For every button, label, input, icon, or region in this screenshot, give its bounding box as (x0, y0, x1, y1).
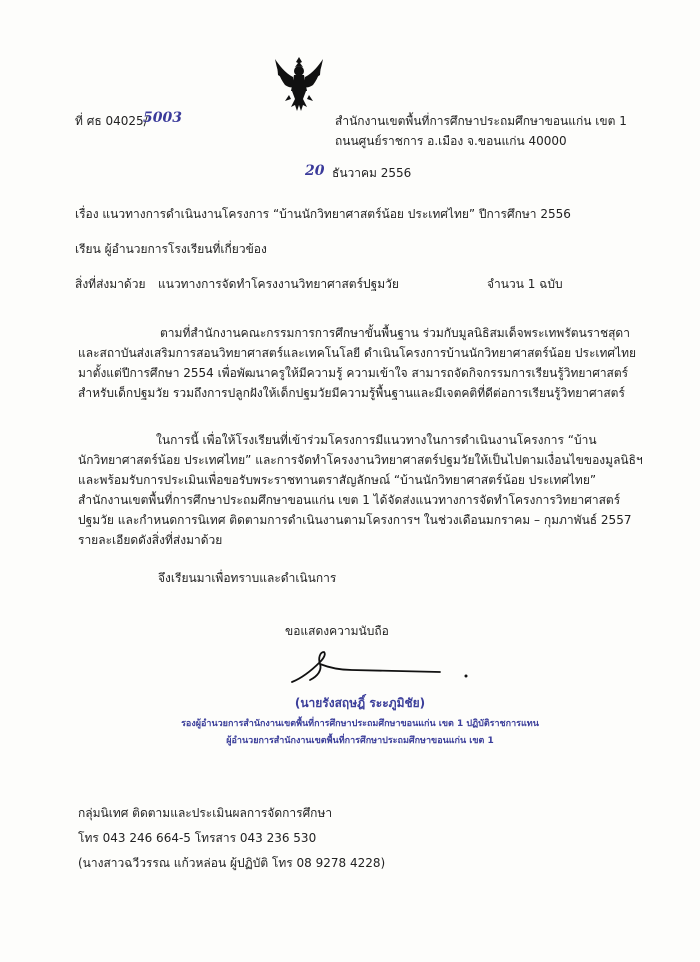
paragraph-line: ตามที่สำนักงานคณะกรรมการการศึกษาขั้นพื้นฐาน ร่วมกับมูลนิธิสมเด็จพระเทพรัตนราชสุดา (160, 326, 630, 340)
date-day-handwritten: 20 (305, 163, 325, 179)
garuda-emblem-icon (273, 55, 325, 113)
handwritten-signature (290, 648, 480, 690)
paragraph-line: และสถาบันส่งเสริมการสอนวิทยาศาสตร์และเทคโนโลยี ดำเนินโครงการบ้านนักวิทยาศาสตร์น้อย ประเทศไทย (78, 346, 637, 360)
closing-salutation: ขอแสดงความนับถือ (285, 624, 389, 638)
signer-titles (150, 716, 570, 750)
attachment-text: แนวทางการจัดทำโครงงานวิทยาศาสตร์ปฐมวัย (158, 277, 399, 291)
paragraph-line: ในการนี้ เพื่อให้โรงเรียนที่เข้าร่วมโครงการมีแนวทางในการดำเนินงานโครงการ “บ้าน (156, 433, 597, 447)
paragraph-line: นักวิทยาศาสตร์น้อย ประเทศไทย” และการจัดทำโครงงานวิทยาศาสตร์ปฐมวัยให้เป็นไปตามเงื่อนไขของมูลนิธิฯ (78, 453, 643, 467)
attachment-count: จำนวน 1 ฉบับ (487, 277, 563, 291)
recipient-line: เรียน ผู้อำนวยการโรงเรียนที่เกี่ยวข้อง (75, 242, 267, 256)
body-paragraph-1 (78, 323, 637, 403)
footer-phone: โทร 043 246 664-5 โทรสาร 043 236 530 (78, 831, 317, 845)
subject-line: เรื่อง แนวทางการดำเนินงานโครงการ “บ้านนักวิทยาศาสตร์น้อย ประเทศไทย” ปีการศึกษา 2556 (75, 207, 571, 221)
reference-number: ที่ ศธ 04025/ (75, 114, 148, 128)
paragraph-line: สำนักงานเขตพื้นที่การศึกษาประถมศึกษาขอนแก่น เขต 1 ได้จัดส่งแนวทางการจัดทำโครงการวิทยาศาสตร์ (78, 493, 621, 507)
signer-title-1: รองผู้อำนวยการสำนักงานเขตพื้นที่การศึกษาประถมศึกษาขอนแก่น เขต 1 ปฏิบัติราชการแทน (181, 719, 539, 729)
sender-address: ถนนศูนย์ราชการ อ.เมือง จ.ขอนแก่น 40000 (335, 134, 567, 148)
signer-name: (นายรังสฤษฎิ์ ระะภูมิชัย) (294, 696, 426, 710)
paragraph-line: ปฐมวัย และกำหนดการนิเทศ ติดตามการดำเนินงานตามโครงการฯ ในช่วงเดือนมกราคม – กุมภาพันธ์ 2557 (78, 513, 632, 527)
footer-unit: กลุ่มนิเทศ ติดตามและประเมินผลการจัดการศึกษา (78, 806, 333, 820)
paragraph-line: รายละเอียดดังสิ่งที่ส่งมาด้วย (78, 533, 223, 547)
paragraph-line: มาตั้งแต่ปีการศึกษา 2554 เพื่อพัฒนาครูให้มีความรู้ ความเข้าใจ สามารถจัดกิจกรรมการเรียนรู้วิทยาศาสตร์ (78, 366, 629, 380)
sender-office: สำนักงานเขตพื้นที่การศึกษาประถมศึกษาขอนแก่น เขต 1 (335, 114, 627, 128)
signer-block (150, 694, 570, 712)
body-paragraph-2 (78, 430, 643, 550)
attachment-label: สิ่งที่ส่งมาด้วย (75, 277, 146, 291)
closing-request: จึงเรียนมาเพื่อทราบและดำเนินการ (158, 571, 337, 585)
paragraph-line: สำหรับเด็กปฐมวัย รวมถึงการปลูกฝังให้เด็กปฐมวัยมีความรู้พื้นฐานและมีเจตคติที่ดีต่อการเรียนรู้วิทยาศาสตร์ (78, 386, 625, 400)
footer-contact: (นางสาวฉวีวรรณ แก้วหล่อน ผู้ปฏิบัติ โทร 08 9278 4228) (78, 856, 386, 870)
signer-title-2: ผู้อำนวยการสำนักงานเขตพื้นที่การศึกษาประถมศึกษาขอนแก่น เขต 1 (226, 736, 494, 746)
date-month-year: ธันวาคม 2556 (332, 166, 412, 180)
reference-number-handwritten: 5003 (143, 110, 182, 126)
paragraph-line: และพร้อมรับการประเมินเพื่อขอรับพระราชทานตราสัญลักษณ์ “บ้านนักวิทยาศาสตร์น้อย ประเทศไทย” (78, 473, 597, 487)
